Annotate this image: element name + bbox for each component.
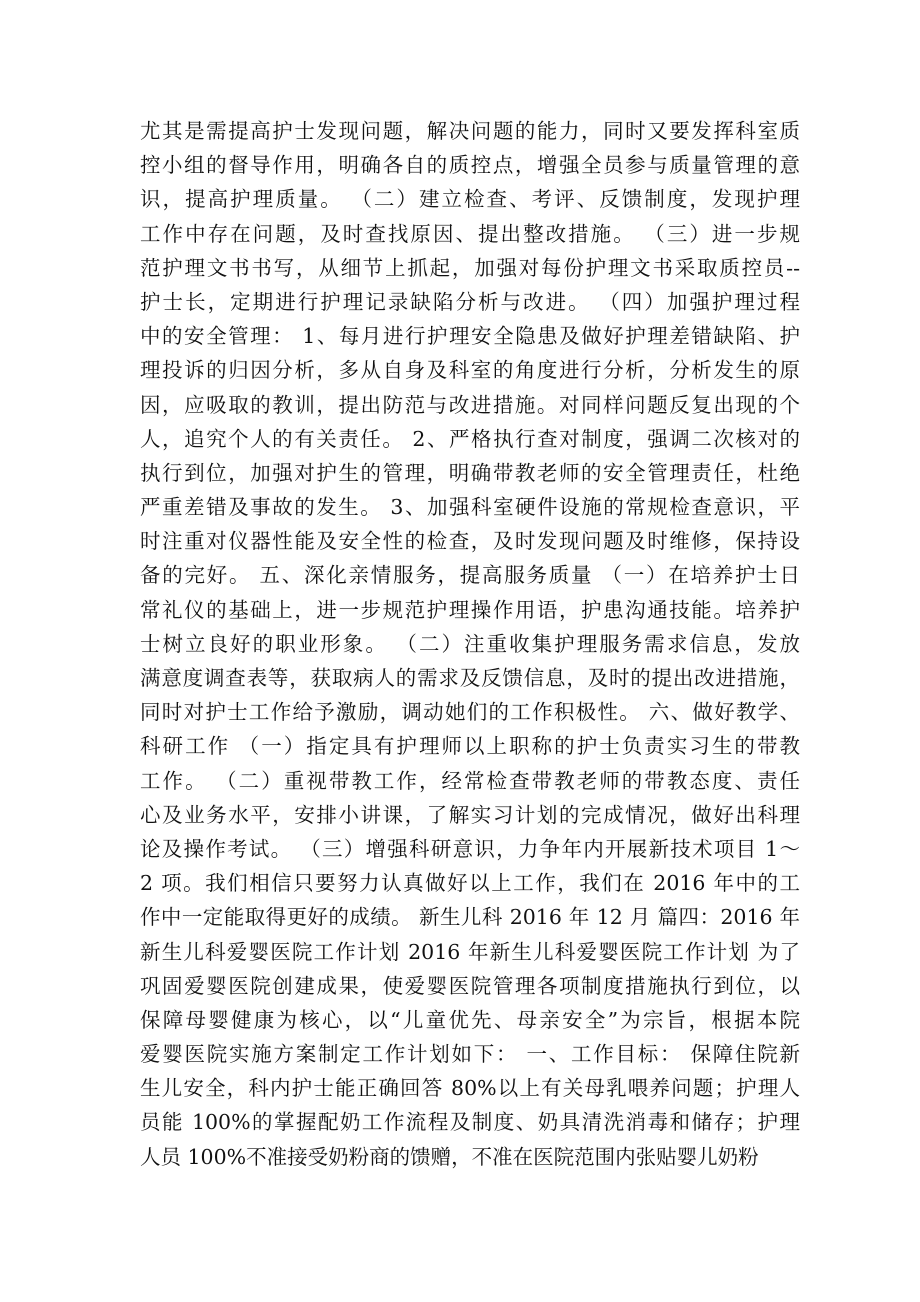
text-line: 护士长，定期进行护理记录缺陷分析与改进。 （四）加强护理过程 [140, 289, 800, 314]
text-line: 识，提高护理质量。 （二）建立检查、考评、反馈制度，发现护理 [140, 187, 800, 212]
text-line: 范护理文书书写，从细节上抓起，加强对每份护理文书采取质控员-- [140, 255, 800, 280]
text-line: 时注重对仪器性能及安全性的检查，及时发现问题及时维修，保持设 [140, 529, 800, 554]
text-line: 备的完好。 五、深化亲情服务，提高服务质量 （一）在培养护士日 [140, 563, 800, 588]
text-line: 执行到位，加强对护生的管理，明确带教老师的安全管理责任，杜绝 [140, 460, 800, 485]
text-line: 严重差错及事故的发生。 3、加强科室硬件设施的常规检查意识，平 [140, 495, 800, 520]
text-line: 工作。 （二）重视带教工作，经常检查带教老师的带教态度、责任 [140, 768, 800, 793]
text-line: 员能 100%的掌握配奶工作流程及制度、奶具清洗消毒和储存；护理 [140, 1110, 800, 1135]
text-line: 生儿安全，科内护士能正确回答 80%以上有关母乳喂养问题；护理人 [140, 1076, 800, 1101]
text-line: 尤其是需提高护士发现问题，解决问题的能力，同时又要发挥科室质 [140, 119, 800, 143]
text-line: 理投诉的归因分析，多从自身及科室的角度进行分析，分析发生的原 [140, 358, 800, 383]
body-text [140, 114, 800, 1174]
text-line: 科研工作 （一）指定具有护理师以上职称的护士负责实习生的带教 [140, 734, 800, 759]
text-line: 保障母婴健康为核心，以“儿童优先、母亲安全”为宗旨，根据本院 [140, 1007, 800, 1032]
text-line: 工作中存在问题，及时查找原因、提出整改措施。 （三）进一步规 [140, 221, 800, 246]
text-line: 论及操作考试。 （三）增强科研意识，力争年内开展新技术项目 1～ [140, 836, 800, 861]
text-line: 中的安全管理： 1、每月进行护理安全隐患及做好护理差错缺陷、护 [140, 324, 800, 349]
text-line: 满意度调查表等，获取病人的需求及反馈信息，及时的提出改进措施， [140, 666, 800, 690]
text-line: 因，应吸取的教训，提出防范与改进措施。对同样问题反复出现的个 [140, 392, 800, 417]
text-line: 士树立良好的职业形象。 （二）注重收集护理服务需求信息，发放 [140, 631, 800, 656]
text-line: 巩固爱婴医院创建成果，使爱婴医院管理各项制度措施执行到位，以 [140, 973, 800, 998]
text-line: 爱婴医院实施方案制定工作计划如下： 一、工作目标： 保障住院新 [140, 1042, 800, 1067]
text-line: 常礼仪的基础上，进一步规范护理操作用语，护患沟通技能。培养护 [140, 597, 800, 622]
text-line: 同时对护士工作给予激励，调动她们的工作积极性。 六、做好教学、 [140, 700, 800, 725]
text-line: 人员 100%不准接受奶粉商的馈赠，不准在医院范围内张贴婴儿奶粉 [140, 1144, 759, 1169]
text-line: 控小组的督导作用，明确各自的质控点，增强全员参与质量管理的意 [140, 153, 800, 178]
text-line: 2 项。我们相信只要努力认真做好以上工作，我们在 2016 年中的工 [140, 871, 800, 896]
text-line: 新生儿科爱婴医院工作计划 2016 年新生儿科爱婴医院工作计划 为了 [140, 939, 800, 964]
text-line: 人，追究个人的有关责任。 2、严格执行查对制度，强调二次核对的 [140, 426, 800, 451]
text-line: 心及业务水平，安排小讲课，了解实习计划的完成情况，做好出科理 [140, 802, 800, 827]
text-line: 作中一定能取得更好的成绩。 新生儿科 2016 年 12 月 篇四：2016 年 [140, 905, 800, 930]
